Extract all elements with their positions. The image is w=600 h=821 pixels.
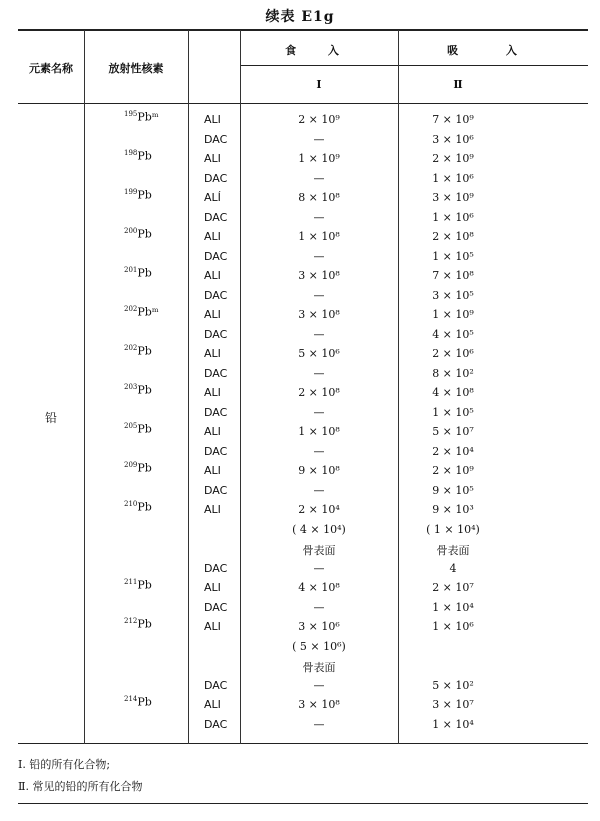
limit-type: ALI [204, 308, 221, 321]
nuclide-label [124, 578, 152, 592]
nuclide-mass: 211 [124, 578, 138, 586]
nuclide-label [124, 227, 152, 241]
nuclide-label [124, 188, 152, 202]
nuclide-symbol: Pb [137, 149, 152, 163]
nuclide-mass: 200 [124, 227, 138, 235]
note-1: Ⅰ. 铅的所有化合物; [18, 758, 111, 771]
nuclide-mass: 202 [124, 344, 138, 352]
header-bottom-rule [18, 103, 588, 104]
table-title: 续表 E1g [265, 9, 335, 25]
ingestion-value: 1 × 10⁸ [298, 230, 340, 243]
limit-type: DAC [204, 327, 228, 341]
ingestion-value: — [313, 327, 325, 341]
ingestion-value: 8 × 10⁸ [298, 191, 340, 204]
limit-type: ALI [204, 503, 221, 516]
ingestion-value: — [313, 561, 325, 575]
nuclide-symbol: Pbᵐ [137, 110, 159, 124]
ingestion-value: — [313, 366, 325, 380]
limit-type: ALI [204, 386, 221, 399]
limit-type: DAC [204, 717, 228, 731]
nuclide-mass: 214 [124, 695, 138, 703]
nuclide-mass: 202 [124, 305, 138, 313]
limit-type: DAC [204, 171, 228, 185]
nuclide-symbol: Pb [137, 617, 152, 631]
limit-type: DAC [204, 132, 228, 146]
ingestion-value: 9 × 10⁸ [298, 464, 340, 477]
ingestion-value: ( 4 × 10⁴) [292, 522, 346, 536]
inhalation-value: 3 × 10⁵ [432, 288, 474, 302]
nuclide-label [124, 344, 152, 358]
limit-type: ALI [204, 620, 221, 633]
nuclide-mass: 203 [124, 383, 138, 391]
nuclide-mass: 212 [124, 617, 138, 625]
inhalation-value: 2 × 10⁹ [432, 152, 474, 165]
ingestion-value: — [313, 249, 325, 263]
nuclide-symbol: Pb [137, 500, 152, 514]
ingestion-value: — [313, 600, 325, 614]
inhalation-value: 3 × 10⁷ [432, 698, 474, 711]
nuclide-mass: 201 [124, 266, 138, 274]
limit-type: ALI [204, 698, 221, 711]
inhalation-value: 4 × 10⁵ [432, 327, 474, 341]
element-name: 铅 [44, 411, 57, 425]
nuclide-mass: 198 [124, 149, 138, 157]
nuclide-label [124, 305, 159, 319]
limit-type: DAC [204, 444, 228, 458]
ingestion-value: — [313, 210, 325, 224]
limit-type: ALI [204, 464, 221, 477]
inhalation-value: 1 × 10⁵ [432, 249, 474, 263]
ingestion-value: 3 × 10⁸ [298, 269, 340, 282]
limit-type: ALI [204, 347, 221, 360]
inhalation-value: 1 × 10⁴ [432, 600, 474, 614]
top-rule [18, 29, 588, 31]
inhalation-value: 4 × 10⁸ [432, 386, 474, 399]
ingestion-value: — [313, 171, 325, 185]
limit-type: ALI [204, 152, 221, 165]
header-col-I: I [316, 78, 322, 91]
header-nuclide: 放射性核素 [108, 62, 164, 75]
inhalation-value: 9 × 10⁵ [432, 483, 474, 497]
inhalation-value: 2 × 10⁷ [432, 581, 474, 594]
nuclide-label [124, 110, 159, 124]
inhalation-value: 7 × 10⁹ [432, 113, 474, 126]
nuclide-mass: 205 [124, 422, 138, 430]
inhalation-value: 1 × 10⁶ [432, 210, 474, 224]
ingestion-value: — [313, 717, 325, 731]
inhalation-value: 3 × 10⁹ [432, 191, 474, 204]
ingestion-value: — [313, 483, 325, 497]
limit-type: ALI [204, 230, 221, 243]
limit-type: DAC [204, 210, 228, 224]
ingestion-value: 骨表面 [302, 661, 336, 674]
inhalation-value: 2 × 10⁴ [432, 444, 474, 458]
nuclide-label [124, 695, 152, 709]
limit-type: ALI [204, 581, 221, 594]
nuclide-mass: 195 [124, 110, 138, 118]
nuclide-symbol: Pb [137, 344, 152, 358]
ingestion-value: 1 × 10⁸ [298, 425, 340, 438]
inhalation-value: 7 × 10⁸ [432, 269, 474, 282]
limit-type: DAC [204, 366, 228, 380]
ingestion-value: 2 × 10⁴ [298, 503, 340, 516]
limit-type: ALI [204, 113, 221, 126]
limit-type: DAC [204, 405, 228, 419]
limit-type: ALÍ [204, 191, 221, 204]
nuclide-mass: 209 [124, 461, 138, 469]
ingestion-value: 4 × 10⁸ [298, 581, 340, 594]
nuclide-symbol: Pb [137, 266, 152, 280]
nuclide-label [124, 617, 152, 631]
nuclide-symbol: Pbᵐ [137, 305, 159, 319]
ingestion-value: 3 × 10⁸ [298, 698, 340, 711]
ingestion-value: — [313, 288, 325, 302]
ingestion-value: ( 5 × 10⁶) [292, 639, 346, 653]
limit-type: ALI [204, 269, 221, 282]
nuclide-label [124, 422, 152, 436]
page-bottom-rule [18, 803, 588, 804]
note-2: Ⅱ. 常见的铅的所有化合物 [18, 780, 143, 793]
inhalation-value: 9 × 10³ [432, 503, 474, 516]
header-ingestion: 食 入 [285, 44, 353, 57]
ingestion-value: — [313, 678, 325, 692]
ingestion-value: 2 × 10⁹ [298, 113, 340, 126]
ingestion-value: — [313, 444, 325, 458]
col-divider-1 [84, 30, 85, 744]
inhalation-value: 1 × 10⁴ [432, 717, 474, 731]
nuclide-label [124, 500, 152, 514]
header-mid-rule [240, 65, 588, 66]
nuclide-label [124, 461, 152, 475]
limit-type: DAC [204, 288, 228, 302]
nuclide-symbol: Pb [137, 461, 152, 475]
ingestion-value: 3 × 10⁸ [298, 308, 340, 321]
inhalation-value: 1 × 10⁵ [432, 405, 474, 419]
nuclide-mass: 210 [124, 500, 138, 508]
inhalation-value: 1 × 10⁹ [432, 308, 474, 321]
nuclide-symbol: Pb [137, 227, 152, 241]
header-inhalation: 吸 入 [447, 44, 539, 57]
ingestion-value: 1 × 10⁹ [298, 152, 340, 165]
nuclide-symbol: Pb [137, 578, 152, 592]
inhalation-value: 4 [449, 561, 457, 575]
ingestion-value: — [313, 132, 325, 146]
limit-type: DAC [204, 678, 228, 692]
limit-type: DAC [204, 483, 228, 497]
header-element: 元素名称 [29, 62, 73, 75]
ingestion-value: 骨表面 [302, 544, 336, 557]
inhalation-value: 2 × 10⁶ [432, 347, 474, 360]
inhalation-value: 8 × 10² [432, 366, 474, 380]
limit-type: DAC [204, 249, 228, 263]
nuclide-symbol: Pb [137, 695, 152, 709]
limit-type: DAC [204, 600, 228, 614]
limit-type: DAC [204, 561, 228, 575]
inhalation-value: 1 × 10⁶ [432, 171, 474, 185]
ingestion-value: 2 × 10⁸ [298, 386, 340, 399]
inhalation-value: 2 × 10⁸ [432, 230, 474, 243]
col-divider-2 [188, 30, 189, 744]
inhalation-value: 骨表面 [436, 544, 470, 557]
nuclide-symbol: Pb [137, 383, 152, 397]
header-col-II: Ⅱ [453, 78, 463, 91]
nuclide-label [124, 149, 152, 163]
ingestion-value: 3 × 10⁶ [298, 620, 340, 633]
ingestion-value: 5 × 10⁶ [298, 347, 340, 360]
nuclide-symbol: Pb [137, 422, 152, 436]
inhalation-value: ( 1 × 10⁴) [426, 522, 480, 536]
inhalation-value: 5 × 10² [432, 678, 474, 692]
nuclide-label [124, 266, 152, 280]
inhalation-value: 5 × 10⁷ [432, 425, 474, 438]
nuclide-mass: 199 [124, 188, 138, 196]
ingestion-value: — [313, 405, 325, 419]
table-bottom-rule [18, 743, 588, 744]
inhalation-value: 2 × 10⁹ [432, 464, 474, 477]
limit-type: ALI [204, 425, 221, 438]
nuclide-label [124, 383, 152, 397]
nuclide-symbol: Pb [137, 188, 152, 202]
inhalation-value: 3 × 10⁶ [432, 132, 474, 146]
inhalation-value: 1 × 10⁶ [432, 620, 474, 633]
